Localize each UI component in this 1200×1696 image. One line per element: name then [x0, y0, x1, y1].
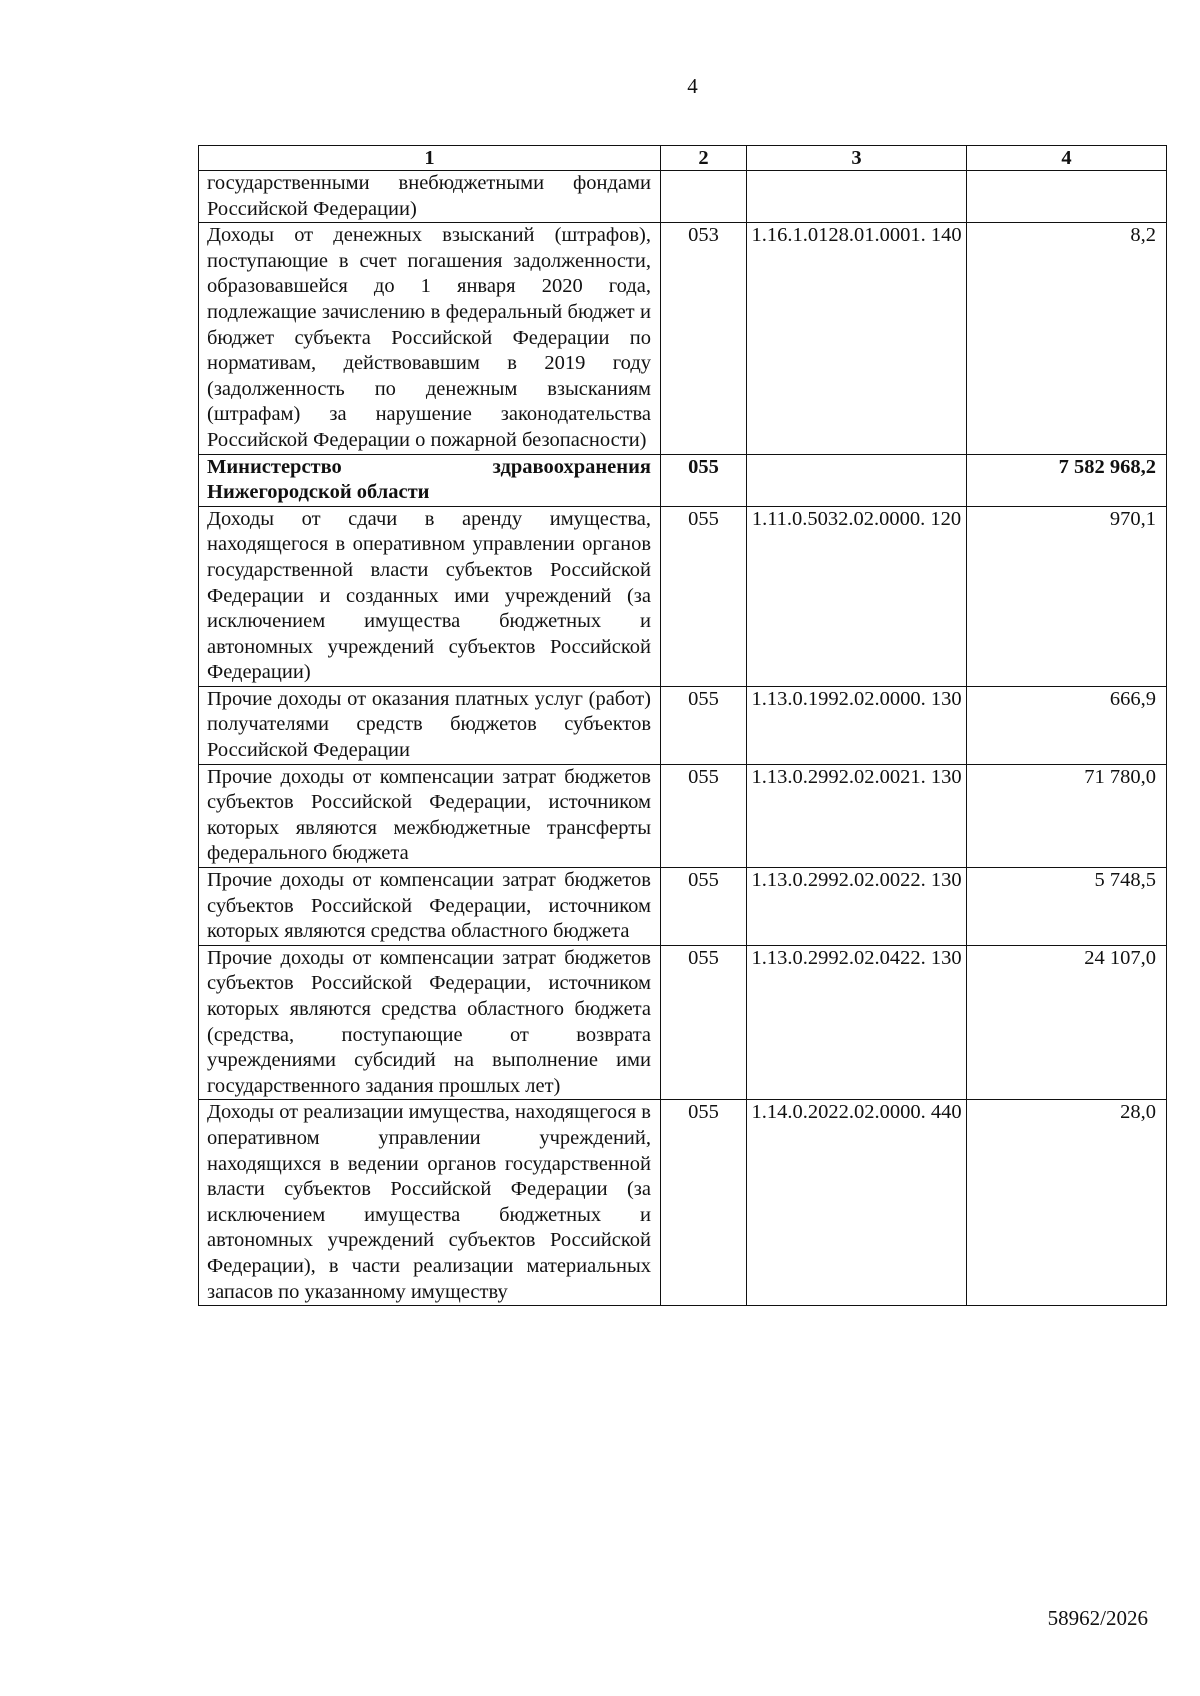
revenue-name-cell: государственными внебюджетными фондами Российской Федерации) [199, 171, 661, 223]
admin-code-cell: 055 [661, 686, 747, 764]
column-header-2: 2 [661, 146, 747, 171]
classification-code-cell: 1.11.0.5032.02.0000. 120 [747, 506, 967, 686]
table-row [199, 868, 1167, 946]
revenue-name-cell: Прочие доходы от компенсации затрат бюджетов субъектов Российской Федерации, источником которых являются средства областного бюджета (средства, поступающие от возврата учреждениями субсидий на выполнение ими государственного задания прошлых лет) [199, 945, 661, 1100]
classification-code-cell [747, 171, 967, 223]
table-row [199, 171, 1167, 223]
classification-code-cell: 1.14.0.2022.02.0000. 440 [747, 1100, 967, 1306]
revenue-name-cell: Доходы от реализации имущества, находящегося в оперативном управлении учреждений, находящихся в ведении органов государственной власти субъектов Российской Федерации (за исключением имущества бюджетных и автономных учреждений субъектов Российской Федерации), в части реализации материальных запасов по указанному имуществу [199, 1100, 661, 1306]
column-header-3: 3 [747, 146, 967, 171]
column-header-1: 1 [199, 146, 661, 171]
document-id: 58962/2026 [1047, 1606, 1148, 1630]
revenue-name-cell: Прочие доходы от оказания платных услуг (работ) получателями средств бюджетов субъектов Российской Федерации [199, 686, 661, 764]
admin-code-cell: 055 [661, 945, 747, 1100]
admin-code-cell: 055 [661, 764, 747, 867]
ministry-name-cell: Министерство здравоохранения Нижегородской области [199, 454, 661, 506]
admin-code-cell: 055 [661, 868, 747, 946]
amount-cell: 24 107,0 [967, 945, 1167, 1100]
column-header-4: 4 [967, 146, 1167, 171]
table-header-row [199, 146, 1167, 171]
table-row [199, 764, 1167, 867]
classification-code-cell: 1.13.0.1992.02.0000. 130 [747, 686, 967, 764]
revenue-name-cell: Прочие доходы от компенсации затрат бюджетов субъектов Российской Федерации, источником которых являются средства областного бюджета [199, 868, 661, 946]
ministry-total-cell: 7 582 968,2 [967, 454, 1167, 506]
admin-code-cell: 055 [661, 454, 747, 506]
table-row [199, 506, 1167, 686]
amount-cell: 970,1 [967, 506, 1167, 686]
classification-code-cell: 1.16.1.0128.01.0001. 140 [747, 223, 967, 454]
page-number: 4 [687, 74, 698, 98]
classification-code-cell: 1.13.0.2992.02.0422. 130 [747, 945, 967, 1100]
amount-cell [967, 171, 1167, 223]
amount-cell: 28,0 [967, 1100, 1167, 1306]
admin-code-cell: 053 [661, 223, 747, 454]
amount-cell: 8,2 [967, 223, 1167, 454]
classification-code-cell: 1.13.0.2992.02.0021. 130 [747, 764, 967, 867]
table-row-ministry [199, 454, 1167, 506]
table-row [199, 686, 1167, 764]
table-row [199, 945, 1167, 1100]
admin-code-cell [661, 171, 747, 223]
admin-code-cell: 055 [661, 506, 747, 686]
revenue-name-cell: Прочие доходы от компенсации затрат бюджетов субъектов Российской Федерации, источником которых являются межбюджетные трансферты федерального бюджета [199, 764, 661, 867]
revenue-name-cell: Доходы от денежных взысканий (штрафов), поступающие в счет погашения задолженности, образовавшейся до 1 января 2020 года, подлежащие зачислению в федеральный бюджет и бюджет субъекта Российской Федерации по нормативам, действовавшим в 2019 году (задолженность по денежным взысканиям (штрафам) за нарушение законодательства Российской Федерации о пожарной безопасности) [199, 223, 661, 454]
amount-cell: 71 780,0 [967, 764, 1167, 867]
amount-cell: 666,9 [967, 686, 1167, 764]
table-row [199, 1100, 1167, 1306]
classification-code-cell [747, 454, 967, 506]
revenue-table [198, 145, 1167, 1306]
revenue-name-cell: Доходы от сдачи в аренду имущества, находящегося в оперативном управлении органов государственной власти субъектов Российской Федерации и созданных ими учреждений (за исключением имущества бюджетных и автономных учреждений субъектов Российской Федерации) [199, 506, 661, 686]
admin-code-cell: 055 [661, 1100, 747, 1306]
amount-cell: 5 748,5 [967, 868, 1167, 946]
table-row [199, 223, 1167, 454]
classification-code-cell: 1.13.0.2992.02.0022. 130 [747, 868, 967, 946]
